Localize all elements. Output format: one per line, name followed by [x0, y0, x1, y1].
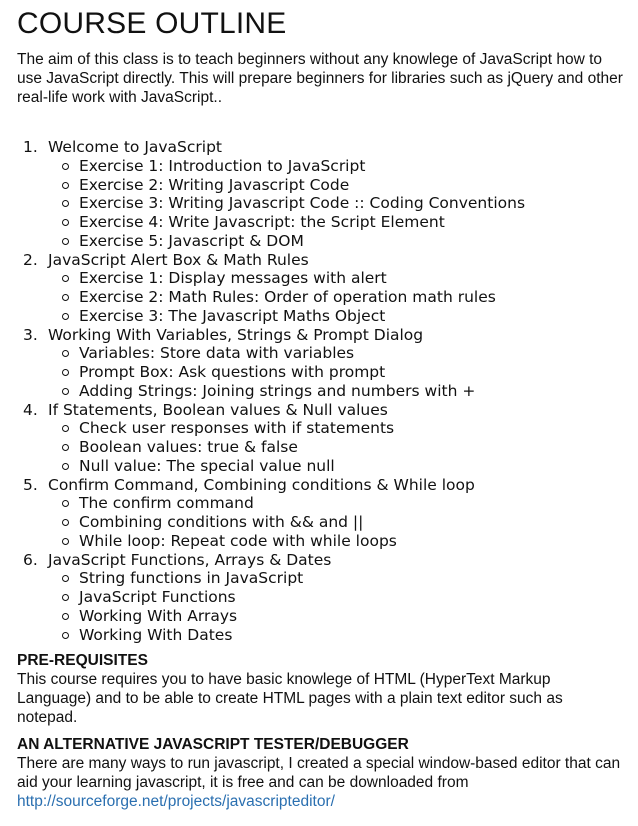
exercise-item	[79, 194, 624, 213]
module-item	[17, 476, 624, 551]
module-item	[17, 401, 624, 476]
circle-bullet-icon	[62, 350, 69, 357]
exercise-label: Variables: Store data with variables	[79, 344, 355, 363]
exercise-label: Exercise 2: Math Rules: Order of operation math rules	[79, 288, 496, 306]
exercise-item	[79, 588, 624, 607]
circle-bullet-icon	[62, 294, 69, 301]
circle-bullet-icon	[62, 163, 69, 170]
exercise-list	[48, 344, 624, 400]
exercise-item	[79, 176, 624, 195]
exercise-label: The confirm command	[79, 494, 254, 513]
module-title: If Statements, Boolean values & Null values	[48, 400, 388, 419]
course-outline-list	[17, 138, 624, 644]
circle-bullet-icon	[62, 275, 69, 282]
exercise-item	[79, 288, 624, 307]
exercise-item	[79, 457, 624, 476]
exercise-item	[79, 532, 624, 551]
exercise-item	[79, 232, 624, 251]
exercise-label: Exercise 3: Writing Javascript Code :: Coding Conventions	[79, 194, 526, 213]
exercise-label: Null value: The special value null	[79, 456, 335, 475]
exercise-list	[48, 494, 624, 550]
circle-bullet-icon	[62, 425, 69, 432]
circle-bullet-icon	[62, 500, 69, 507]
module-number: 4.	[23, 400, 38, 419]
circle-bullet-icon	[62, 369, 69, 376]
alternative-text	[17, 754, 624, 811]
module-number: 5.	[23, 475, 38, 494]
circle-bullet-icon	[62, 388, 69, 395]
exercise-label: Exercise 2: Writing Javascript Code	[79, 175, 350, 194]
exercise-label: Adding Strings: Joining strings and numbers with +	[79, 381, 476, 400]
exercise-item	[79, 513, 624, 532]
exercise-label: Working With Dates	[79, 625, 233, 644]
module-title: Working With Variables, Strings & Prompt Dialog	[48, 325, 424, 344]
exercise-item	[79, 607, 624, 626]
exercise-list	[48, 269, 624, 325]
download-link[interactable]: http://sourceforge.net/projects/javascripteditor/	[17, 793, 335, 811]
exercise-list	[48, 157, 624, 251]
circle-bullet-icon	[62, 444, 69, 451]
exercise-item	[79, 494, 624, 513]
circle-bullet-icon	[62, 575, 69, 582]
exercise-label: While loop: Repeat code with while loops	[79, 531, 397, 550]
alternative-heading: AN ALTERNATIVE JAVASCRIPT TESTER/DEBUGGER	[17, 736, 409, 754]
exercise-item	[79, 569, 624, 588]
exercise-label: String functions in JavaScript	[79, 569, 304, 588]
exercise-item	[79, 363, 624, 382]
exercise-list	[48, 569, 624, 644]
circle-bullet-icon	[62, 538, 69, 545]
exercise-item	[79, 213, 624, 232]
module-number: 1.	[23, 138, 38, 156]
exercise-label: Prompt Box: Ask questions with prompt	[79, 363, 386, 381]
module-item	[17, 326, 624, 401]
exercise-list	[48, 419, 624, 475]
module-title: Welcome to JavaScript	[48, 138, 223, 156]
exercise-label: Exercise 1: Introduction to JavaScript	[79, 156, 366, 175]
circle-bullet-icon	[62, 238, 69, 245]
exercise-label: Working With Arrays	[79, 606, 238, 625]
exercise-item	[79, 382, 624, 401]
circle-bullet-icon	[62, 463, 69, 470]
circle-bullet-icon	[62, 219, 69, 226]
page-title: COURSE OUTLINE	[17, 7, 287, 40]
exercise-item	[79, 626, 624, 645]
circle-bullet-icon	[62, 200, 69, 207]
exercise-label: JavaScript Functions	[79, 588, 236, 606]
exercise-item	[79, 344, 624, 363]
module-title: JavaScript Functions, Arrays & Dates	[48, 550, 332, 569]
prerequisites-heading: PRE-REQUISITES	[17, 652, 148, 670]
intro-paragraph: The aim of this class is to teach beginners without any knowlege of JavaScript how to use JavaScript directly. This will prepare beginners for libraries such as jQuery and other real-life work with JavaScript..	[17, 51, 623, 106]
module-item	[17, 251, 624, 326]
exercise-item	[79, 419, 624, 438]
circle-bullet-icon	[62, 313, 69, 320]
exercise-label: Exercise 3: The Javascript Maths Object	[79, 306, 386, 325]
exercise-label: Check user responses with if statements	[79, 419, 395, 438]
circle-bullet-icon	[62, 613, 69, 620]
module-number: 3.	[23, 325, 38, 344]
prerequisites-text: This course requires you to have basic knowlege of HTML (HyperText Markup Language) and to be able to create HTML pages with a plain text editor such as notepad.	[17, 671, 563, 727]
exercise-item	[79, 269, 624, 288]
exercise-item	[79, 438, 624, 457]
module-item	[17, 138, 624, 251]
exercise-item	[79, 157, 624, 176]
circle-bullet-icon	[62, 632, 69, 639]
exercise-label: Boolean values: true & false	[79, 438, 298, 456]
module-number: 2.	[23, 250, 38, 269]
exercise-label: Exercise 5: Javascript & DOM	[79, 231, 304, 250]
alternative-body: There are many ways to run javascript, I created a special window-based editor that can aid your learning javascript, it is free and can be downloaded from	[17, 755, 621, 792]
exercise-label: Exercise 1: Display messages with alert	[79, 269, 387, 288]
module-item	[17, 551, 624, 645]
circle-bullet-icon	[62, 182, 69, 189]
circle-bullet-icon	[62, 519, 69, 526]
circle-bullet-icon	[62, 594, 69, 601]
module-title: Confirm Command, Combining conditions & While loop	[48, 475, 475, 494]
exercise-item	[79, 307, 624, 326]
exercise-label: Combining conditions with && and ||	[79, 513, 364, 531]
module-title: JavaScript Alert Box & Math Rules	[48, 250, 309, 269]
module-number: 6.	[23, 550, 38, 569]
exercise-label: Exercise 4: Write Javascript: the Script Element	[79, 213, 445, 231]
